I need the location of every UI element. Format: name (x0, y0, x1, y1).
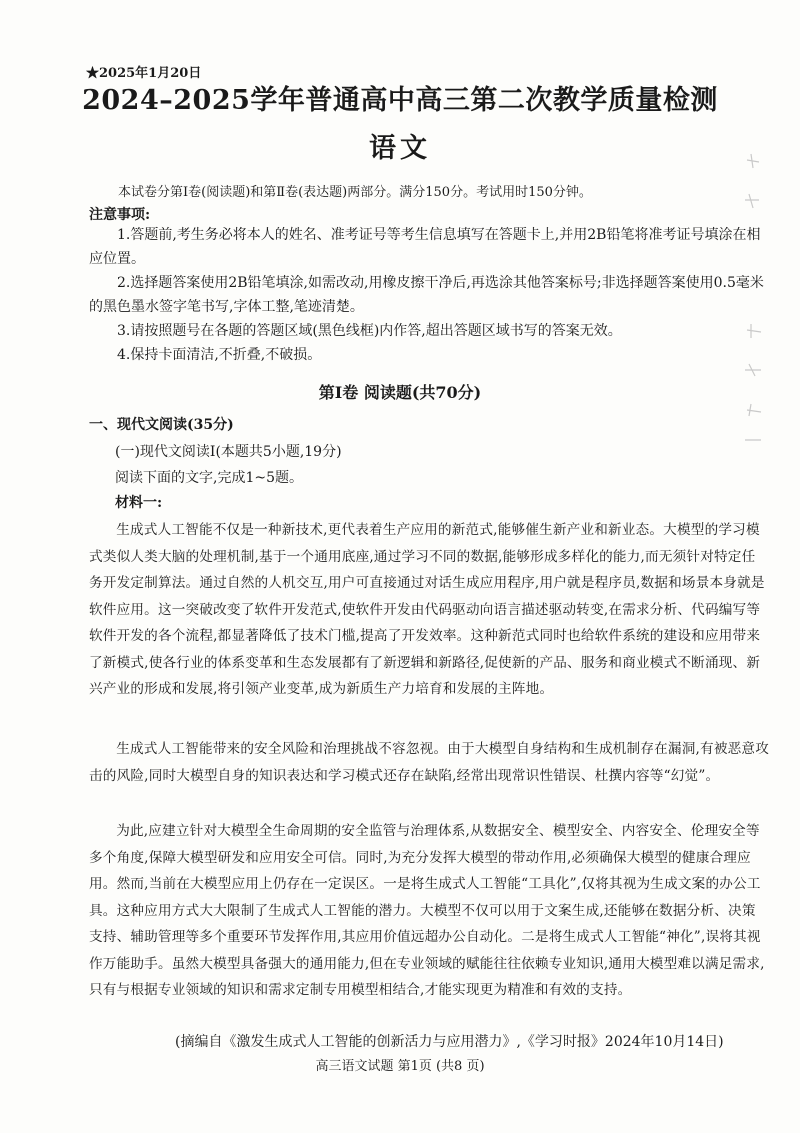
material-label: 材料一: (115, 495, 163, 511)
exam-date: ★2025年1月20日 (86, 66, 202, 81)
notice-item: 3.请按照题号在各题的答题区域(黑色线框)内作答,超出答题区域书写的答案无效。 (117, 323, 622, 339)
source-citation: (摘编自《激发生成式人工智能的创新活力与应用潜力》,《学习时报》2024年10月14日) (175, 1034, 724, 1050)
section-heading: 一、现代文阅读(35分) (89, 417, 234, 433)
notice-item: 2.选择题答案使用2B铅笔填涂,如需改动,用橡皮擦干净后,再选涂其他答案标号;非选择题答案使用0.5毫米的黑色墨水签字笔书写,字体工整,笔迹清楚。 (89, 275, 764, 315)
notice-heading: 注意事项: (89, 207, 151, 223)
notice-item: 1.答题前,考生务必将本人的姓名、准考证号等考生信息填写在答题卡上,并用2B铅笔将准考证号填涂在相应位置。 (89, 227, 761, 267)
page-footer: 高三语文试题 第1页 (共8 页) (315, 1059, 485, 1074)
material-paragraph: 生成式人工智能带来的安全风险和治理挑战不容忽视。由于大模型自身结构和生成机制存在漏洞,有被恶意攻击的风险,同时大模型自身的知识表达和学习模式还存在缺陷,经常出现常识性错误、杜撰内容等“幻觉”。 (89, 741, 770, 784)
material-paragraph: 生成式人工智能不仅是一种新技术,更代表着生产应用的新范式,能够催生新产业和新业态。大模型的学习模式类似人类大脑的处理机制,基于一个通用底座,通过学习不同的数据,能够形成多样化的能力,而无须针对特定任务开发定制算法。通过自然的人机交互,用户可直接通过对话生成应用程序,用户就是程序员,数据和场景本身就是软件应用。这一突破改变了软件开发范式,使软件开发由代码驱动向语言描述驱动转变,在需求分析、代码编写等软件开发的各个流程,都显著降低了技术门槛,提高了开发效率。这种新范式同时也给软件系统的建设和应用带来了新模式,使各行业的体系变革和生态发展都有了新逻辑和新路径,促使新的产品、服务和商业模式不断涌现、新兴产业的形成和发展,将引领产业变革,成为新质生产力培育和发展的主阵地。 (89, 522, 765, 697)
notice-item: 4.保持卡面清洁,不折叠,不破损。 (117, 347, 322, 363)
subject-title: 语文 (369, 133, 431, 164)
exam-title: 2024–2025学年普通高中高三第二次教学质量检测 (82, 85, 718, 116)
material-paragraph: 为此,应建立针对大模型全生命周期的安全监管与治理体系,从数据安全、模型安全、内容安全、伦理安全等多个角度,保障大模型研发和应用安全可信。同时,为充分发挥大模型的带动作用,必须确保大模型的健康合理应用。然而,当前在大模型应用上仍存在一定误区。一是将生成式人工智能“工具化”,仅将其视为生成文案的办公工具。这种应用方式大大限制了生成式人工智能的潜力。大模型不仅可以用于文案生成,还能够在数据分析、决策支持、辅助管理等多个重要环节发挥作用,其应用价值远超办公自动化。二是将生成式人工智能“神化”,误将其视作万能助手。虽然大模型具备强大的通用能力,但在专业领域的赋能往往依赖专业知识,通用大模型难以满足需求,只有与根据专业领域的知识和需求定制专用模型相结合,才能实现更为精准和有效的支持。 (89, 823, 765, 998)
subsection-heading: (一)现代文阅读Ⅰ(本题共5小题,19分) (115, 444, 342, 460)
margin-bleedthrough-marks (737, 140, 777, 460)
exam-intro: 本试卷分第Ⅰ卷(阅读题)和第Ⅱ卷(表达题)两部分。满分150分。考试用时150分钟。 (118, 185, 592, 200)
reading-instruction: 阅读下面的文字,完成1~5题。 (115, 470, 303, 486)
part-title: 第Ⅰ卷 阅读题(共70分) (318, 383, 482, 402)
